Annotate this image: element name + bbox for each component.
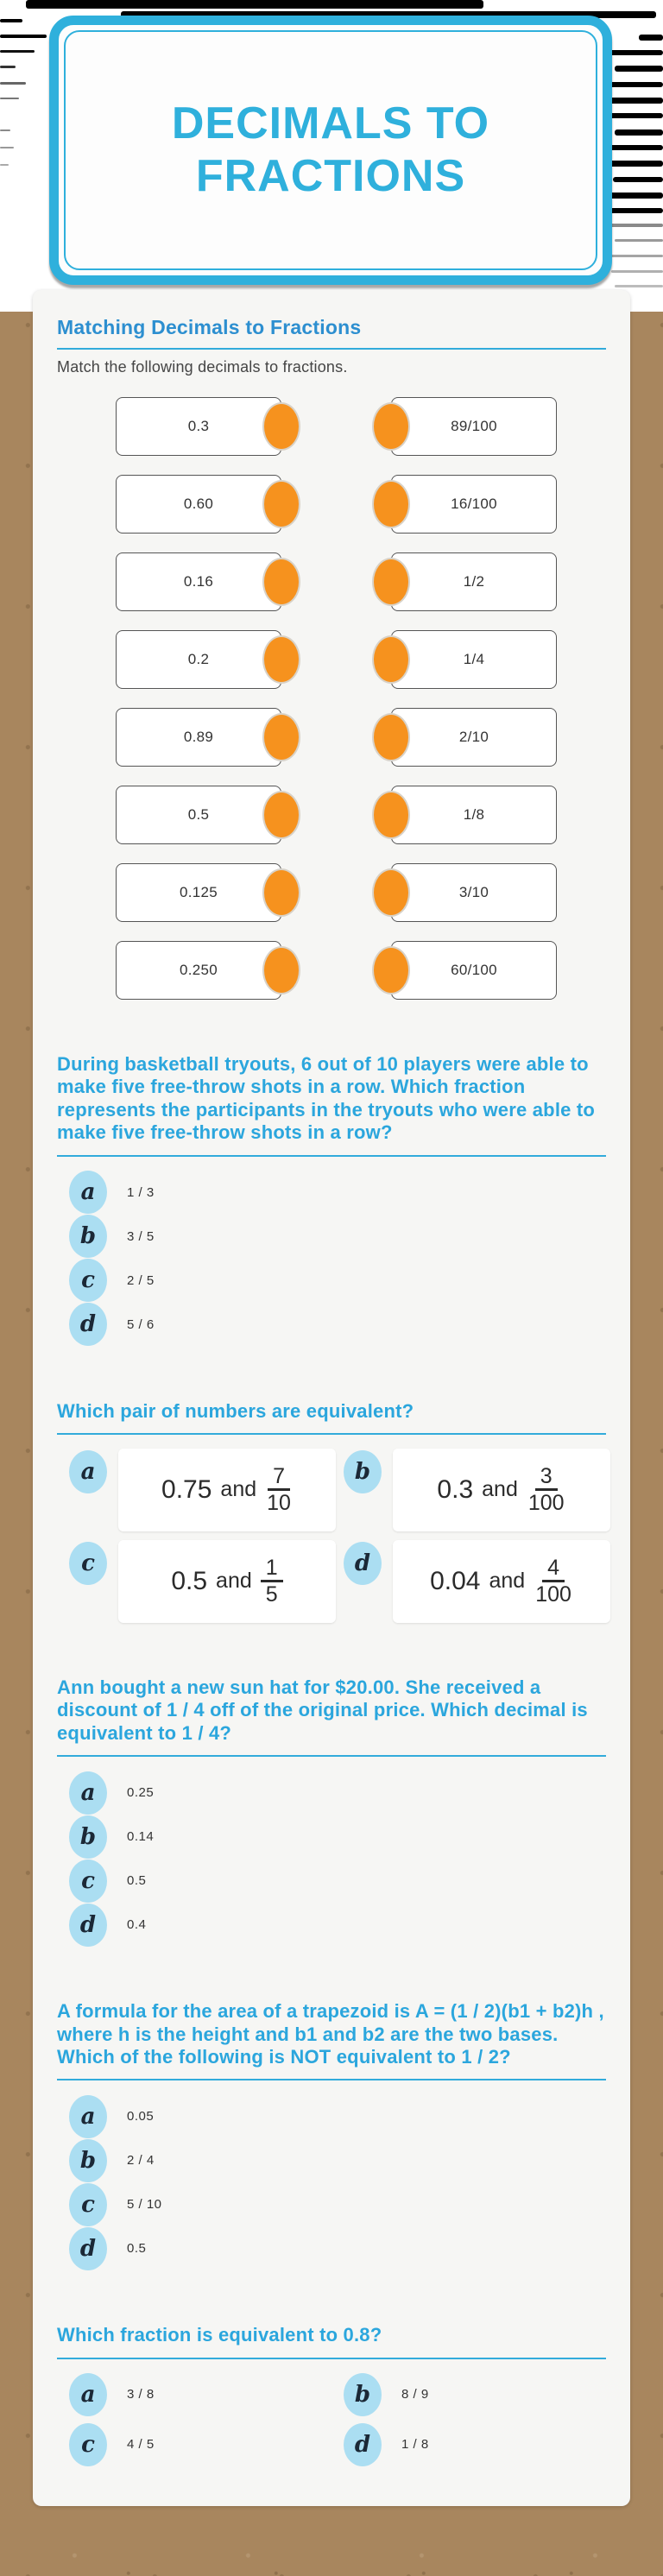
match-row: [116, 708, 606, 767]
answer-option[interactable]: [69, 1259, 606, 1303]
decimal-value: 0.75: [161, 1474, 212, 1504]
option-label: 4 / 5: [127, 2437, 155, 2453]
match-decimal-box: [116, 863, 281, 922]
option-letter: d: [79, 2235, 97, 2262]
match-connector-dot[interactable]: [262, 868, 300, 917]
option-letter-badge[interactable]: [69, 2183, 107, 2226]
match-connector-dot[interactable]: [372, 635, 410, 684]
match-decimal-box: [116, 630, 281, 689]
match-fraction-box: [391, 786, 557, 844]
match-decimal-box: [116, 786, 281, 844]
fraction-label: 1/2: [463, 573, 485, 590]
answer-option-image[interactable]: [344, 1540, 618, 1623]
speed-line: [0, 129, 10, 131]
option-letter-badge[interactable]: [69, 2373, 107, 2416]
match-connector-dot[interactable]: [372, 558, 410, 606]
fraction-numerator: 7: [268, 1464, 290, 1492]
match-row: [116, 630, 606, 689]
speed-line: [611, 270, 663, 273]
option-label: 0.5: [127, 1873, 147, 1889]
math-expression-card: [393, 1540, 610, 1623]
option-letter: b: [79, 1223, 97, 1250]
option-letter: d: [354, 1550, 371, 1576]
option-letter: a: [80, 1458, 96, 1485]
fraction: [261, 1556, 283, 1608]
match-fraction-box: [391, 708, 557, 767]
speed-line: [604, 193, 663, 199]
match-connector-dot[interactable]: [372, 480, 410, 528]
match-decimal-box: [116, 941, 281, 1000]
section-divider: [57, 2079, 606, 2080]
match-fraction-box: [391, 863, 557, 922]
match-connector-dot[interactable]: [372, 868, 410, 917]
option-letter-badge[interactable]: [69, 1450, 107, 1493]
option-label: 3 / 8: [127, 2387, 155, 2402]
fraction: [527, 1464, 566, 1517]
fraction-label: 1/4: [463, 651, 485, 667]
option-letter: c: [81, 1550, 95, 1576]
decimal-label: 0.3: [187, 418, 210, 434]
option-label: 0.5: [127, 2241, 147, 2257]
title-card: [49, 16, 612, 285]
speed-line: [615, 285, 663, 287]
option-label: 1 / 3: [127, 1184, 155, 1200]
answer-option[interactable]: [69, 1859, 606, 1903]
speed-line: [0, 50, 35, 53]
option-letter-badge[interactable]: [344, 2373, 382, 2416]
question-text: Ann bought a new sun hat for $20.00. She received a discount of 1 / 4 off of the original price. Which decimal is equivalent to 1 / 4?: [57, 1676, 588, 1744]
fraction-label: 60/100: [451, 962, 497, 978]
section-divider: [57, 2358, 606, 2359]
speed-line: [0, 164, 9, 166]
option-letter: d: [79, 1311, 97, 1338]
fraction-numerator: 4: [542, 1556, 565, 1583]
fraction-label: 2/10: [458, 729, 489, 745]
option-letter-badge[interactable]: [69, 2139, 107, 2182]
match-connector-dot[interactable]: [372, 402, 410, 451]
option-letter-badge[interactable]: [69, 2227, 107, 2270]
fraction-numerator: 3: [535, 1464, 558, 1492]
section-divider: [57, 1155, 606, 1157]
option-letter: b: [354, 2381, 371, 2408]
matching-section: [57, 316, 606, 1000]
answer-option[interactable]: [69, 2226, 606, 2270]
fraction-label: 89/100: [451, 418, 497, 434]
answer-option-image[interactable]: [69, 1449, 344, 1531]
speed-line: [0, 66, 16, 68]
speed-line: [615, 239, 663, 242]
option-label: 5 / 6: [127, 1316, 155, 1332]
option-letter-badge[interactable]: [69, 1904, 107, 1947]
option-letter: c: [81, 1267, 95, 1294]
section-divider: [57, 1433, 606, 1435]
worksheet-title: DECIMALS TO FRACTIONS: [171, 98, 490, 201]
option-list: [57, 2094, 606, 2270]
speed-line: [615, 66, 663, 72]
option-letter-badge[interactable]: [69, 1259, 107, 1302]
speed-line: [615, 129, 663, 136]
conjunction: and: [482, 1477, 518, 1502]
decimal-label: 0.125: [179, 884, 218, 900]
answer-option[interactable]: [69, 2182, 606, 2226]
section-divider: [57, 348, 606, 350]
match-row: [116, 863, 606, 922]
fraction-denominator: 100: [535, 1582, 571, 1607]
decimal-value: 0.04: [430, 1566, 481, 1595]
fraction: [534, 1556, 573, 1608]
option-letter: b: [354, 1458, 371, 1485]
answer-option[interactable]: [69, 1215, 606, 1259]
match-connector-dot[interactable]: [372, 791, 410, 839]
match-fraction-box: [391, 941, 557, 1000]
speed-line: [0, 147, 14, 148]
fraction-numerator: 1: [261, 1556, 283, 1583]
speed-line: [613, 177, 663, 182]
option-label: 2 / 5: [127, 1272, 155, 1288]
option-list: [57, 1171, 606, 1347]
match-decimal-box: [116, 552, 281, 611]
decimal-label: 0.89: [183, 729, 214, 745]
option-letter-badge[interactable]: [344, 1542, 382, 1585]
option-letter: a: [80, 1779, 96, 1806]
option-letter: a: [80, 1179, 96, 1206]
match-decimal-box: [116, 475, 281, 534]
option-letter: c: [81, 2191, 95, 2218]
question-text: During basketball tryouts, 6 out of 10 players were able to make five free-throw shots in a row. Which fraction represents the participants in the tryouts who were able to make five free-throw shots in a row?: [57, 1053, 596, 1144]
fraction-label: 16/100: [451, 496, 497, 512]
match-connector-dot[interactable]: [262, 635, 300, 684]
option-label: 8 / 9: [401, 2387, 429, 2402]
match-row: [116, 397, 606, 456]
answer-option[interactable]: [69, 2423, 344, 2466]
answer-option-image[interactable]: [344, 1449, 618, 1531]
option-letter-badge[interactable]: [69, 1215, 107, 1258]
match-decimal-box: [116, 397, 281, 456]
match-decimal-box: [116, 708, 281, 767]
fraction: [265, 1464, 293, 1517]
option-label: 3 / 5: [127, 1228, 155, 1244]
match-connector-dot[interactable]: [262, 558, 300, 606]
option-letter: c: [81, 2431, 95, 2458]
match-connector-dot[interactable]: [262, 791, 300, 839]
question-trapezoid: [57, 2000, 606, 2270]
conjunction: and: [220, 1477, 257, 1502]
match-row: [116, 941, 606, 1000]
question-text: Which fraction is equivalent to 0.8?: [57, 2324, 382, 2346]
answer-option[interactable]: [344, 2423, 606, 2466]
match-row: [116, 475, 606, 534]
matching-instruction: Match the following decimals to fractions.: [57, 358, 348, 376]
match-connector-dot[interactable]: [372, 946, 410, 994]
worksheet-body: [33, 290, 630, 2506]
option-letter-badge[interactable]: [69, 1542, 107, 1585]
conjunction: and: [216, 1569, 252, 1594]
option-letter-badge[interactable]: [69, 2095, 107, 2138]
speed-line: [604, 50, 663, 55]
decimal-label: 0.60: [183, 496, 214, 512]
speed-line: [609, 224, 663, 227]
decimal-label: 0.2: [187, 651, 210, 667]
match-connector-dot[interactable]: [262, 480, 300, 528]
fraction-denominator: 5: [265, 1582, 278, 1607]
question-text: A formula for the area of a trapezoid is A = (1 / 2)(b1 + b2)h , where h is the height and b1 and b2 are the two bases. Which of the following is NOT equivalent to 1 / 2?: [57, 2000, 604, 2068]
option-label: 0.25: [127, 1785, 155, 1801]
question-basketball: [57, 1053, 606, 1347]
math-expression-card: [118, 1449, 336, 1531]
match-row: [116, 552, 606, 611]
option-letter: b: [79, 1823, 97, 1850]
answer-option[interactable]: [69, 2094, 606, 2138]
header: [0, 0, 663, 312]
match-fraction-box: [391, 397, 557, 456]
speed-line: [26, 0, 483, 9]
speed-line: [0, 19, 22, 22]
option-label: 0.14: [127, 1829, 155, 1845]
option-label: 2 / 4: [127, 2153, 155, 2169]
speed-line: [0, 98, 19, 99]
speed-line: [0, 82, 26, 85]
option-letter-badge[interactable]: [69, 1171, 107, 1214]
option-letter: c: [81, 1867, 95, 1894]
speed-line: [604, 255, 663, 257]
answer-option[interactable]: [69, 1903, 606, 1947]
question-sun-hat: [57, 1676, 606, 1947]
answer-option[interactable]: [344, 2373, 606, 2416]
answer-option[interactable]: [69, 1303, 606, 1347]
question-text: Which pair of numbers are equivalent?: [57, 1399, 414, 1422]
speed-line: [609, 98, 663, 104]
fraction-denominator: 10: [267, 1491, 291, 1516]
answer-option[interactable]: [69, 1815, 606, 1859]
math-expression-card: [393, 1449, 610, 1531]
option-letter-badge[interactable]: [69, 2423, 107, 2466]
speed-line: [604, 145, 663, 150]
answer-option[interactable]: [69, 2373, 344, 2416]
match-connector-dot[interactable]: [262, 713, 300, 761]
fraction-label: 1/8: [463, 806, 485, 823]
fraction-denominator: 100: [527, 1491, 565, 1516]
option-letter: b: [79, 2147, 97, 2174]
matching-grid: [116, 397, 606, 1000]
option-label: 0.4: [127, 1917, 147, 1933]
option-label: 5 / 10: [127, 2197, 162, 2213]
option-letter-badge[interactable]: [69, 1303, 107, 1346]
image-option-grid: [69, 1449, 606, 1623]
math-expression-card: [118, 1540, 336, 1623]
option-letter-badge[interactable]: [69, 1771, 107, 1815]
answer-option[interactable]: [69, 1171, 606, 1215]
question-equivalent-pairs: [57, 1400, 606, 1623]
answer-option[interactable]: [69, 2138, 606, 2182]
section-divider: [57, 1755, 606, 1757]
answer-option-image[interactable]: [69, 1540, 344, 1623]
option-list: [57, 1771, 606, 1947]
option-letter: d: [354, 2431, 371, 2458]
option-letter-badge[interactable]: [69, 1859, 107, 1903]
match-row: [116, 786, 606, 844]
answer-option[interactable]: [69, 1771, 606, 1815]
match-fraction-box: [391, 630, 557, 689]
match-connector-dot[interactable]: [262, 402, 300, 451]
option-letter-badge[interactable]: [344, 2423, 382, 2466]
speed-line: [639, 35, 663, 41]
decimal-label: 0.5: [187, 806, 210, 823]
option-letter-badge[interactable]: [344, 1450, 382, 1493]
decimal-value: 0.5: [171, 1566, 208, 1595]
match-fraction-box: [391, 552, 557, 611]
fraction-label: 3/10: [458, 884, 489, 900]
question-equivalent-fraction: [57, 2324, 606, 2466]
matching-section-heading: Matching Decimals to Fractions: [57, 316, 362, 338]
option-letter: a: [80, 2103, 96, 2130]
speed-line: [0, 35, 47, 38]
option-grid: [69, 2373, 606, 2466]
conjunction: and: [489, 1569, 526, 1594]
option-label: 0.05: [127, 2109, 155, 2125]
match-connector-dot[interactable]: [262, 946, 300, 994]
option-label: 1 / 8: [401, 2437, 429, 2453]
option-letter-badge[interactable]: [69, 1815, 107, 1859]
option-letter: d: [79, 1911, 97, 1938]
decimal-value: 0.3: [437, 1474, 474, 1504]
match-fraction-box: [391, 475, 557, 534]
option-letter: a: [80, 2381, 96, 2408]
decimal-label: 0.250: [179, 962, 218, 978]
match-connector-dot[interactable]: [372, 713, 410, 761]
decimal-label: 0.16: [183, 573, 214, 590]
